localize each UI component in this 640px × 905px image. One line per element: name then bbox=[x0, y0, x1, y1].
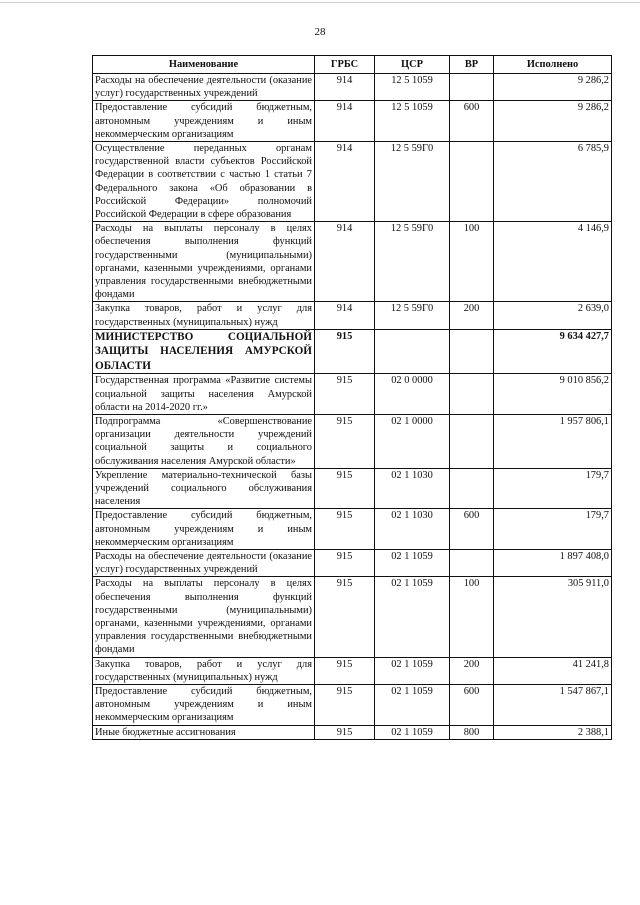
row-amount-cell: 41 241,8 bbox=[494, 657, 612, 684]
row-grbs-cell: 915 bbox=[315, 374, 375, 415]
table-row bbox=[93, 74, 612, 101]
row-name-cell: Закупка товаров, работ и услуг для государственных (муниципальных) нужд bbox=[93, 302, 315, 329]
row-name-cell: Расходы на выплаты персоналу в целях обеспечения выполнения функций государственными (муниципальными) органами, казенными учреждениями, органами управления государственными внебюджетными фондами bbox=[93, 577, 315, 657]
row-amount-cell: 305 911,0 bbox=[494, 577, 612, 657]
row-amount-cell: 9 286,2 bbox=[494, 101, 612, 142]
table-body bbox=[93, 74, 612, 740]
row-amount-cell: 2 388,1 bbox=[494, 725, 612, 739]
row-name-cell: Предоставление субсидий бюджетным, автономным учреждениям и иным некоммерческим организациям bbox=[93, 101, 315, 142]
table-row bbox=[93, 142, 612, 222]
row-amount-cell: 4 146,9 bbox=[494, 222, 612, 302]
row-csr-cell bbox=[375, 329, 450, 374]
row-grbs-cell: 914 bbox=[315, 222, 375, 302]
row-vr-cell: 200 bbox=[450, 657, 494, 684]
row-name-cell: Иные бюджетные ассигнования bbox=[93, 725, 315, 739]
row-name-cell: Подпрограмма «Совершенствование организации деятельности учреждений социальной защиты и социального обслуживания населения Амурской области» bbox=[93, 414, 315, 468]
row-amount-cell: 9 010 856,2 bbox=[494, 374, 612, 415]
row-grbs-cell: 915 bbox=[315, 414, 375, 468]
page-top-rule bbox=[0, 2, 640, 3]
row-vr-cell: 600 bbox=[450, 509, 494, 550]
row-grbs-cell: 915 bbox=[315, 509, 375, 550]
row-name-cell: Предоставление субсидий бюджетным, автономным учреждениям и иным некоммерческим организациям bbox=[93, 685, 315, 726]
row-grbs-cell: 914 bbox=[315, 302, 375, 329]
row-grbs-cell: 915 bbox=[315, 725, 375, 739]
row-vr-cell: 800 bbox=[450, 725, 494, 739]
row-name-cell: Укрепление материально-технической базы учреждений социального обслуживания населения bbox=[93, 468, 315, 509]
row-vr-cell: 100 bbox=[450, 222, 494, 302]
row-csr-cell: 12 5 59Г0 bbox=[375, 142, 450, 222]
row-csr-cell: 02 1 1059 bbox=[375, 550, 450, 577]
row-name-cell: МИНИСТЕРСТВО СОЦИАЛЬНОЙ ЗАЩИТЫ НАСЕЛЕНИЯ АМУРСКОЙ ОБЛАСТИ bbox=[93, 329, 315, 374]
row-name-cell: Государственная программа «Развитие системы социальной защиты населения Амурской области на 2014-2020 гг.» bbox=[93, 374, 315, 415]
row-name-cell: Расходы на обеспечение деятельности (оказание услуг) государственных учреждений bbox=[93, 550, 315, 577]
table-row bbox=[93, 657, 612, 684]
row-csr-cell: 02 1 1059 bbox=[375, 685, 450, 726]
table-row bbox=[93, 222, 612, 302]
row-csr-cell: 02 1 0000 bbox=[375, 414, 450, 468]
table-row bbox=[93, 414, 612, 468]
header-amount: Исполнено bbox=[494, 56, 612, 74]
header-grbs: ГРБС bbox=[315, 56, 375, 74]
row-vr-cell bbox=[450, 414, 494, 468]
row-amount-cell: 6 785,9 bbox=[494, 142, 612, 222]
table-row-section bbox=[93, 329, 612, 374]
row-grbs-cell: 915 bbox=[315, 329, 375, 374]
table-row bbox=[93, 725, 612, 739]
row-csr-cell: 12 5 59Г0 bbox=[375, 302, 450, 329]
row-grbs-cell: 914 bbox=[315, 74, 375, 101]
row-grbs-cell: 914 bbox=[315, 142, 375, 222]
row-csr-cell: 02 1 1059 bbox=[375, 657, 450, 684]
row-csr-cell: 02 1 1030 bbox=[375, 468, 450, 509]
row-vr-cell: 600 bbox=[450, 685, 494, 726]
row-vr-cell: 600 bbox=[450, 101, 494, 142]
table-row bbox=[93, 302, 612, 329]
row-vr-cell bbox=[450, 374, 494, 415]
budget-table bbox=[92, 55, 612, 740]
row-name-cell: Расходы на выплаты персоналу в целях обеспечения выполнения функций государственными (муниципальными) органами, казенными учреждениями, органами управления государственными внебюджетными фондами bbox=[93, 222, 315, 302]
row-amount-cell: 1 547 867,1 bbox=[494, 685, 612, 726]
table-header-row bbox=[93, 56, 612, 74]
row-grbs-cell: 915 bbox=[315, 577, 375, 657]
row-csr-cell: 02 1 1059 bbox=[375, 725, 450, 739]
row-amount-cell: 2 639,0 bbox=[494, 302, 612, 329]
row-amount-cell: 1 897 408,0 bbox=[494, 550, 612, 577]
row-csr-cell: 02 0 0000 bbox=[375, 374, 450, 415]
row-vr-cell bbox=[450, 550, 494, 577]
table-row bbox=[93, 374, 612, 415]
row-csr-cell: 12 5 1059 bbox=[375, 74, 450, 101]
row-grbs-cell: 915 bbox=[315, 550, 375, 577]
row-csr-cell: 12 5 1059 bbox=[375, 101, 450, 142]
row-name-cell: Осуществление переданных органам государственной власти субъектов Российской Федерации в соответствии с частью 1 статьи 7 Федерального закона «Об образовании в Российской Федерации» полномочий Российской Федерации в сфере образования bbox=[93, 142, 315, 222]
table-row bbox=[93, 685, 612, 726]
header-csr: ЦСР bbox=[375, 56, 450, 74]
row-name-cell: Расходы на обеспечение деятельности (оказание услуг) государственных учреждений bbox=[93, 74, 315, 101]
row-name-cell: Закупка товаров, работ и услуг для государственных (муниципальных) нужд bbox=[93, 657, 315, 684]
row-csr-cell: 02 1 1030 bbox=[375, 509, 450, 550]
table-row bbox=[93, 101, 612, 142]
row-vr-cell bbox=[450, 468, 494, 509]
row-amount-cell: 179,7 bbox=[494, 509, 612, 550]
header-vr: ВР bbox=[450, 56, 494, 74]
row-vr-cell bbox=[450, 329, 494, 374]
row-grbs-cell: 915 bbox=[315, 468, 375, 509]
row-amount-cell: 179,7 bbox=[494, 468, 612, 509]
row-csr-cell: 02 1 1059 bbox=[375, 577, 450, 657]
row-vr-cell: 100 bbox=[450, 577, 494, 657]
row-vr-cell: 200 bbox=[450, 302, 494, 329]
page-number: 28 bbox=[314, 26, 326, 38]
row-vr-cell bbox=[450, 74, 494, 101]
row-csr-cell: 12 5 59Г0 bbox=[375, 222, 450, 302]
table-row bbox=[93, 577, 612, 657]
row-amount-cell: 9 634 427,7 bbox=[494, 329, 612, 374]
row-grbs-cell: 915 bbox=[315, 657, 375, 684]
row-vr-cell bbox=[450, 142, 494, 222]
row-amount-cell: 9 286,2 bbox=[494, 74, 612, 101]
row-name-cell: Предоставление субсидий бюджетным, автономным учреждениям и иным некоммерческим организациям bbox=[93, 509, 315, 550]
header-name: Наименование bbox=[93, 56, 315, 74]
table-row bbox=[93, 509, 612, 550]
row-grbs-cell: 914 bbox=[315, 101, 375, 142]
table-row bbox=[93, 550, 612, 577]
row-amount-cell: 1 957 806,1 bbox=[494, 414, 612, 468]
table-row bbox=[93, 468, 612, 509]
row-grbs-cell: 915 bbox=[315, 685, 375, 726]
